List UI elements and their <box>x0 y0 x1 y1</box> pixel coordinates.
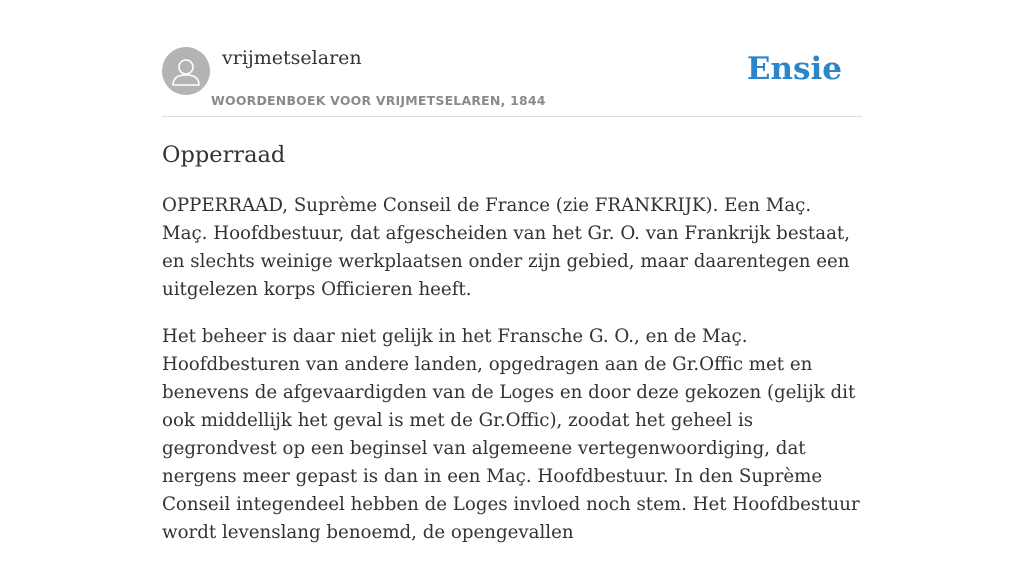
entry-body <box>162 192 862 566</box>
source-title[interactable]: vrijmetselaren <box>222 47 362 69</box>
entry-title: Opperraad <box>162 142 286 168</box>
entry-header <box>162 0 862 117</box>
entry-paragraph: OPPERRAAD, Suprème Conseil de France (zie FRANKRIJK). Een Maç. Maç. Hoofdbestuur, dat afgescheiden van het Gr. O. van Frankrijk bestaat, en slechts weinige werkplaatsen onder zijn gebied, maar daarentegen een uitgelezen korps Officieren heeft. <box>162 195 851 300</box>
brand-logo[interactable]: Ensie <box>746 51 842 87</box>
source-subtitle[interactable]: WOORDENBOEK VOOR VRIJMETSELAREN, 1844 <box>211 93 546 108</box>
user-placeholder-icon <box>162 47 210 95</box>
entry-paragraph: Het beheer is daar niet gelijk in het Fransche G. O., en de Maç. Hoofdbesturen van andere landen, opgedragen aan de Gr.Offic met en benevens de afgevaardigden van de Loges en door deze gekozen (gelijk dit ook middellijk het geval is met de Gr.Offic), zoodat het geheel is gegrondvest op een beginsel van algemeene vertegenwoordiging, dat nergens meer gepast is dan in een Maç. Hoofdbestuur. In den Suprème Conseil integendeel hebben de Loges invloed noch stem. Het Hoofdbestuur wordt levenslang benoemd, de opengevallen <box>162 326 860 543</box>
source-avatar[interactable] <box>162 47 210 95</box>
